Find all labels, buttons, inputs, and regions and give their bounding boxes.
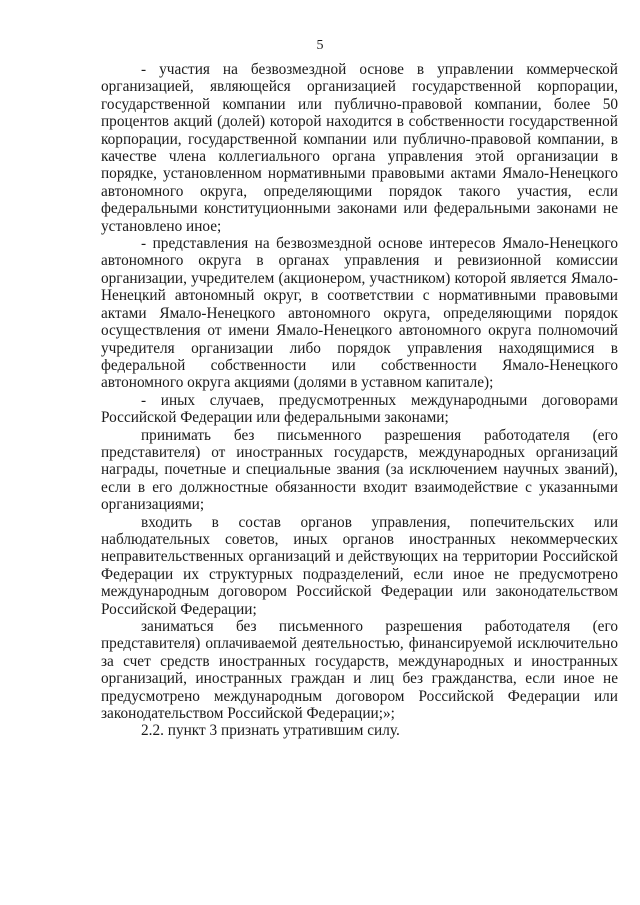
paragraph-representation-interests: - представления на безвозмездной основе интересов Ямало-Ненецкого автономного округа в органах управления и ревизионной комиссии организации, учредителем (акционером, участником) которой является Ямало-Ненецкий автономный округ, в соответствии с нормативными правовыми актами Ямало-Ненецкого автономного округа, определяющими порядок осуществления от имени Ямало-Ненецкого автономного округа полномочий учредителя организации либо порядок управления находящимися в федеральной собственности или собственности Ямало-Ненецкого автономного округа акциями (долями в уставном капитале); xyxy=(101,235,618,392)
paragraph-foreign-bodies: входить в состав органов управления, попечительских или наблюдательных советов, иных органов иностранных некоммерческих неправительственных организаций и действующих на территории Российской Федерации их структурных подразделений, если иное не предусмотрено международным договором Российской Федерации или законодательством Российской Федерации; xyxy=(101,513,618,618)
document-body xyxy=(101,61,618,740)
paragraph-paid-activity: заниматься без письменного разрешения работодателя (его представителя) оплачиваемой деятельностью, финансируемой исключительно за счет средств иностранных государств, международных и иностранных организаций, иностранных граждан и лиц без гражданства, если иное не предусмотрено международным договором Российской Федерации или законодательством Российской Федерации;»; xyxy=(101,618,618,723)
paragraph-other-cases: - иных случаев, предусмотренных международными договорами Российской Федерации или федеральными законами; xyxy=(101,391,618,427)
paragraph-clause-repeal: 2.2. пункт 3 признать утратившим силу. xyxy=(141,722,400,740)
page-number: 5 xyxy=(316,38,324,53)
paragraph-participation-management: - участия на безвозмездной основе в управлении коммерческой организацией, являющейся организацией государственной корпорации, государственной компании или публично-правовой компании, более 50 процентов акций (долей) которой находится в собственности государственной корпорации, государственной компании или публично-правовой компании, в качестве члена коллегиального органа управления этой организации в порядке, установленном нормативными правовыми актами Ямало-Ненецкого автономного округа, определяющими порядок такого участия, если федеральными конституционными законами или федеральными законами не установлено иное; xyxy=(101,61,618,235)
paragraph-accept-awards: принимать без письменного разрешения работодателя (его представителя) от иностранных государств, международных организаций награды, почетные и специальные звания (за исключением научных званий), если в его должностные обязанности входит взаимодействие с указанными организациями; xyxy=(101,426,618,514)
